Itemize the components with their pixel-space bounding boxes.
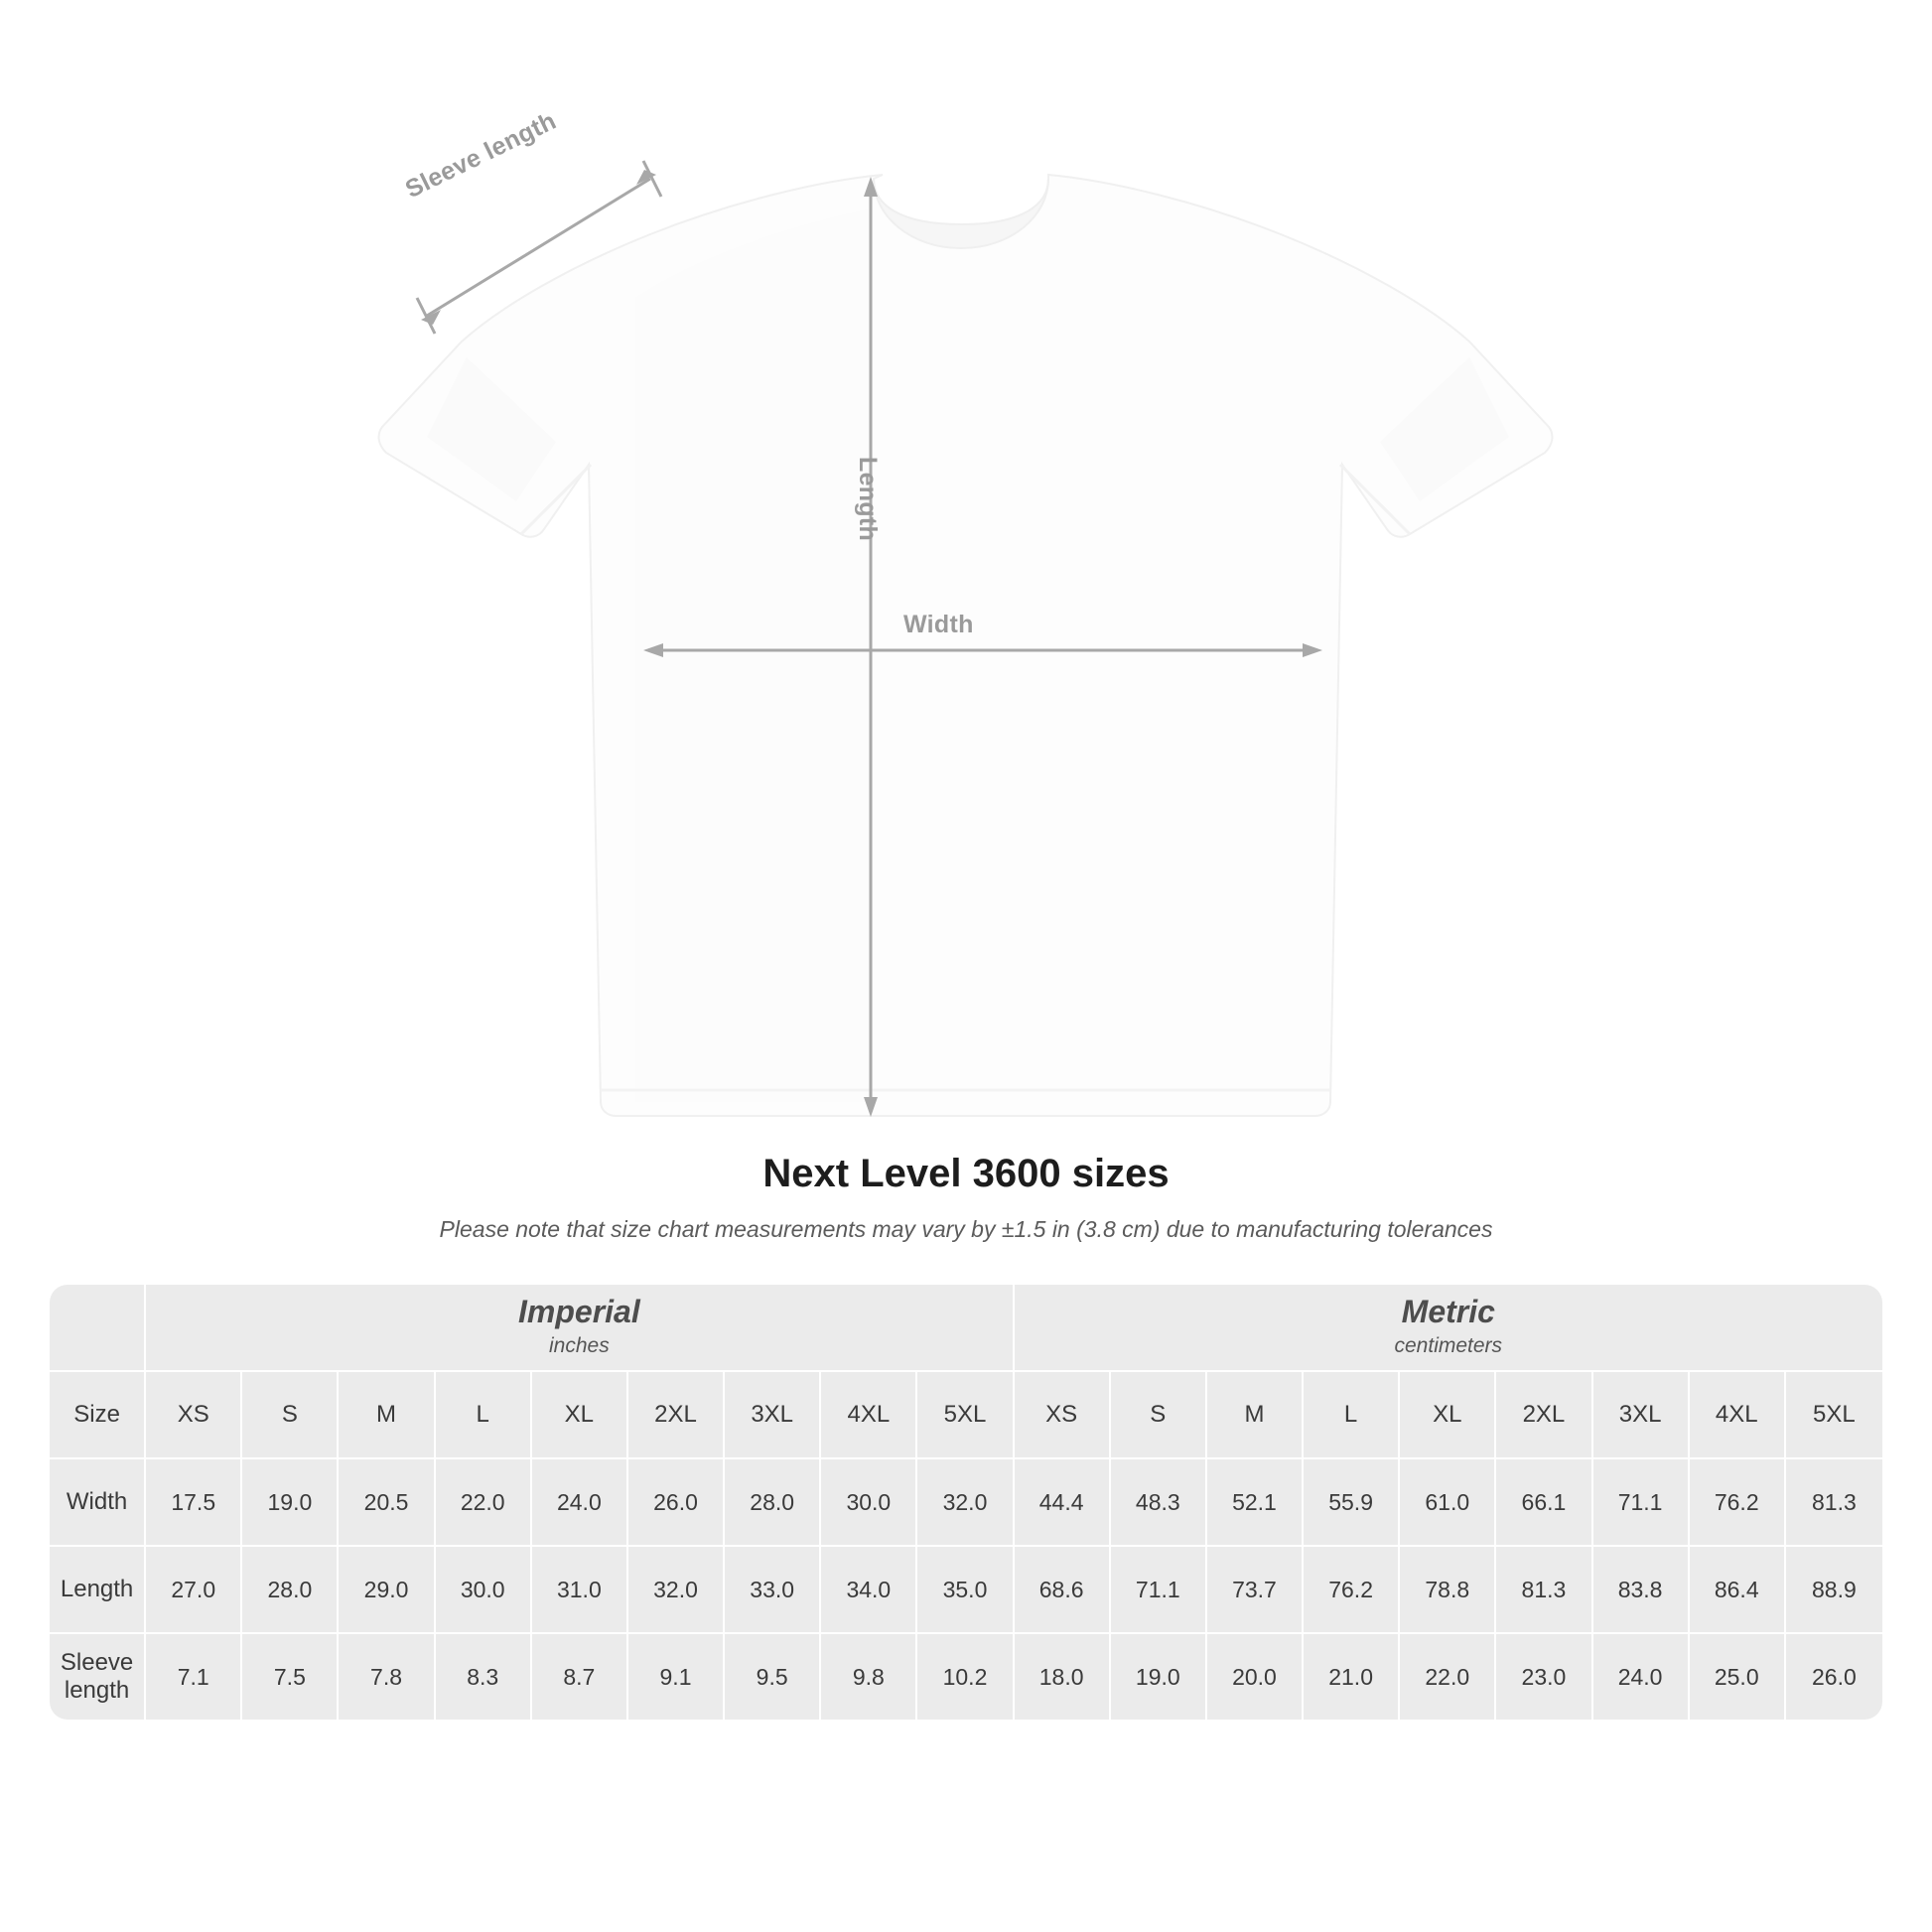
measurement-value: 86.4 bbox=[1690, 1547, 1786, 1634]
measurement-value: 7.8 bbox=[339, 1634, 435, 1720]
measurement-value: 29.0 bbox=[339, 1547, 435, 1634]
measurement-value: 18.0 bbox=[1015, 1634, 1111, 1720]
measurement-label: Sleeve length bbox=[50, 1634, 146, 1720]
size-column-header: S bbox=[1111, 1372, 1207, 1459]
measurement-value: 21.0 bbox=[1304, 1634, 1400, 1720]
measurement-value: 30.0 bbox=[436, 1547, 532, 1634]
size-column-header: L bbox=[436, 1372, 532, 1459]
measurement-value: 81.3 bbox=[1786, 1459, 1882, 1547]
size-column-header: M bbox=[339, 1372, 435, 1459]
size-column-header: 2XL bbox=[628, 1372, 725, 1459]
unit-group-name: Imperial bbox=[518, 1293, 640, 1329]
size-column-header: 3XL bbox=[725, 1372, 821, 1459]
measurement-value: 81.3 bbox=[1496, 1547, 1592, 1634]
measurement-value: 22.0 bbox=[436, 1459, 532, 1547]
measurement-value: 52.1 bbox=[1207, 1459, 1304, 1547]
measurement-value: 32.0 bbox=[628, 1547, 725, 1634]
measurement-value: 26.0 bbox=[628, 1459, 725, 1547]
size-label-cell: Size bbox=[50, 1372, 146, 1459]
size-column-header: 2XL bbox=[1496, 1372, 1592, 1459]
measurement-value: 68.6 bbox=[1015, 1547, 1111, 1634]
measurement-value: 20.0 bbox=[1207, 1634, 1304, 1720]
measurement-value: 83.8 bbox=[1593, 1547, 1690, 1634]
measurement-value: 8.3 bbox=[436, 1634, 532, 1720]
measurement-value: 34.0 bbox=[821, 1547, 917, 1634]
size-column-header: XL bbox=[1400, 1372, 1496, 1459]
measurement-value: 25.0 bbox=[1690, 1634, 1786, 1720]
measurement-value: 17.5 bbox=[146, 1459, 242, 1547]
measurement-value: 73.7 bbox=[1207, 1547, 1304, 1634]
measurement-value: 88.9 bbox=[1786, 1547, 1882, 1634]
unit-group-name: Metric bbox=[1401, 1293, 1495, 1329]
measurement-value: 24.0 bbox=[1593, 1634, 1690, 1720]
measurement-value: 8.7 bbox=[532, 1634, 628, 1720]
measurement-label: Width bbox=[50, 1459, 146, 1547]
measurement-value: 24.0 bbox=[532, 1459, 628, 1547]
unit-group-header bbox=[146, 1285, 1014, 1372]
measurement-value: 44.4 bbox=[1015, 1459, 1111, 1547]
size-column-header: XS bbox=[146, 1372, 242, 1459]
size-column-header: L bbox=[1304, 1372, 1400, 1459]
measurement-value: 55.9 bbox=[1304, 1459, 1400, 1547]
measurement-value: 10.2 bbox=[917, 1634, 1014, 1720]
measurement-value: 26.0 bbox=[1786, 1634, 1882, 1720]
size-column-header: XS bbox=[1015, 1372, 1111, 1459]
size-column-header: M bbox=[1207, 1372, 1304, 1459]
length-label: Length bbox=[854, 457, 882, 542]
size-column-header: 4XL bbox=[821, 1372, 917, 1459]
size-table-wrapper bbox=[50, 1285, 1882, 1720]
table-corner-cell bbox=[50, 1285, 146, 1372]
size-column-header: 4XL bbox=[1690, 1372, 1786, 1459]
page-title: Next Level 3600 sizes bbox=[762, 1152, 1170, 1195]
measurement-value: 71.1 bbox=[1593, 1459, 1690, 1547]
measurement-value: 30.0 bbox=[821, 1459, 917, 1547]
measurement-value: 76.2 bbox=[1690, 1459, 1786, 1547]
measurement-value: 78.8 bbox=[1400, 1547, 1496, 1634]
measurement-value: 33.0 bbox=[725, 1547, 821, 1634]
measurement-value: 27.0 bbox=[146, 1547, 242, 1634]
measurement-value: 7.1 bbox=[146, 1634, 242, 1720]
unit-group-header bbox=[1015, 1285, 1882, 1372]
size-header-row bbox=[50, 1372, 1882, 1459]
measurement-value: 61.0 bbox=[1400, 1459, 1496, 1547]
measurement-value: 23.0 bbox=[1496, 1634, 1592, 1720]
measurement-value: 9.5 bbox=[725, 1634, 821, 1720]
table-row bbox=[50, 1634, 1882, 1720]
width-label: Width bbox=[903, 611, 974, 638]
measurement-value: 9.1 bbox=[628, 1634, 725, 1720]
measurement-value: 19.0 bbox=[242, 1459, 339, 1547]
unit-header-row bbox=[50, 1285, 1882, 1372]
measurement-value: 66.1 bbox=[1496, 1459, 1592, 1547]
size-table bbox=[50, 1285, 1882, 1720]
measurement-value: 71.1 bbox=[1111, 1547, 1207, 1634]
sleeve-length-label: Sleeve length bbox=[401, 106, 561, 205]
measurement-value: 48.3 bbox=[1111, 1459, 1207, 1547]
table-row bbox=[50, 1459, 1882, 1547]
size-column-header: 3XL bbox=[1593, 1372, 1690, 1459]
size-column-header: XL bbox=[532, 1372, 628, 1459]
size-column-header: 5XL bbox=[917, 1372, 1014, 1459]
measurement-value: 76.2 bbox=[1304, 1547, 1400, 1634]
measurement-value: 35.0 bbox=[917, 1547, 1014, 1634]
size-column-header: 5XL bbox=[1786, 1372, 1882, 1459]
size-column-header: S bbox=[242, 1372, 339, 1459]
measurement-value: 28.0 bbox=[725, 1459, 821, 1547]
unit-group-sub: inches bbox=[549, 1333, 610, 1357]
measurement-value: 7.5 bbox=[242, 1634, 339, 1720]
measurement-value: 31.0 bbox=[532, 1547, 628, 1634]
measurement-label: Length bbox=[50, 1547, 146, 1634]
tolerance-note: Please note that size chart measurements may vary by ±1.5 in (3.8 cm) due to manufacturing tolerances bbox=[439, 1216, 1493, 1242]
measurement-value: 22.0 bbox=[1400, 1634, 1496, 1720]
measurement-value: 28.0 bbox=[242, 1547, 339, 1634]
measurement-value: 20.5 bbox=[339, 1459, 435, 1547]
measurement-value: 9.8 bbox=[821, 1634, 917, 1720]
table-row bbox=[50, 1547, 1882, 1634]
unit-group-sub: centimeters bbox=[1394, 1333, 1503, 1357]
measurement-value: 19.0 bbox=[1111, 1634, 1207, 1720]
measurement-value: 32.0 bbox=[917, 1459, 1014, 1547]
